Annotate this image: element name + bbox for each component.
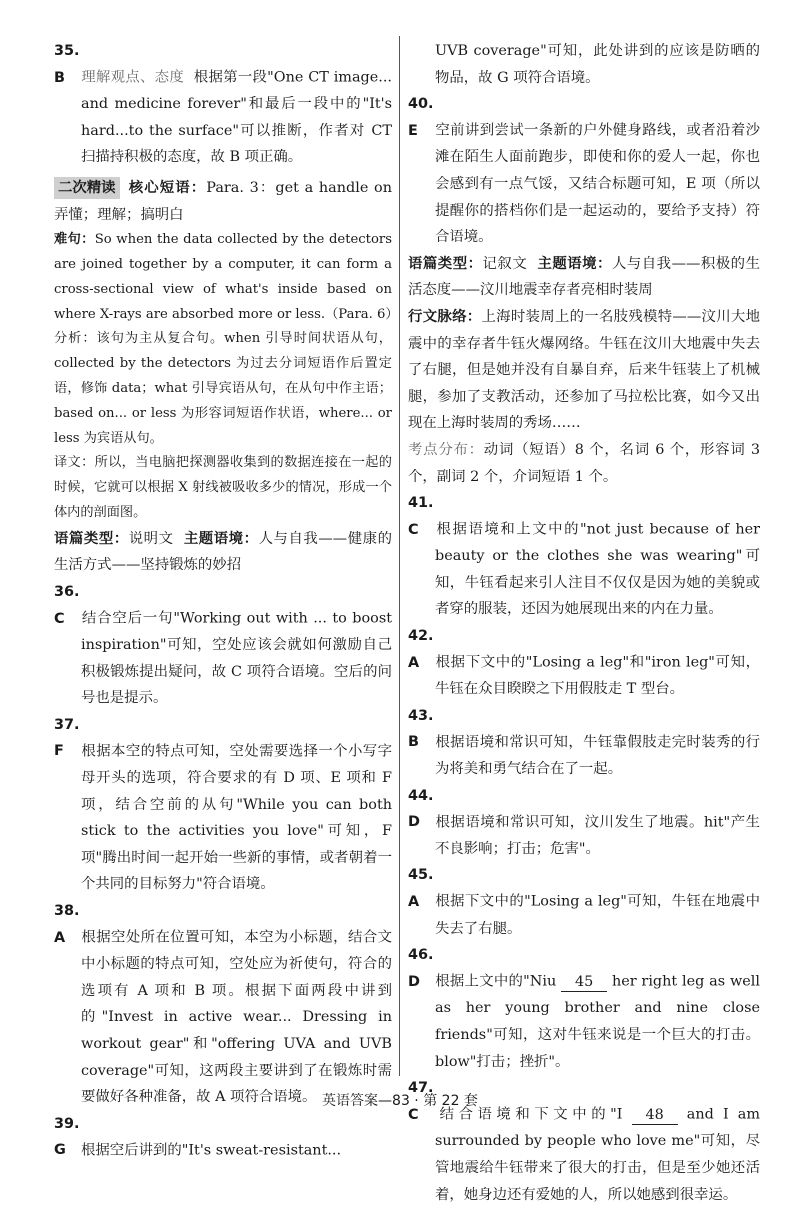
theme-value: 人与自我——健康的生活方式——坚持锻炼的妙招 <box>54 530 392 574</box>
core-phrase-label: 核心短语： <box>127 179 207 196</box>
left-column <box>54 38 399 1164</box>
question-type-label: 理解观点、态度 <box>81 69 185 86</box>
genre-info <box>54 526 392 579</box>
plot-label: 行文脉络： <box>408 308 482 325</box>
explanation: 根据空处所在位置可知，本空为小标题，结合文中小标题的特点可知，空处应为祈使句，符合的选项有 A 项和 B 项。根据下面两段中讲到的"Invest in active wear... Dressing in workout gear"和"offering UVA and UVB coverage"可知，这两段主要讲到了在锻炼时需要做好各种准备，故 A 项符合语境。 <box>81 929 392 1106</box>
explanation: 根据下文中的"Losing a leg"和"iron leg"可知，牛钰在众目睽睽之下用假肢走 T 型台。 <box>435 654 760 698</box>
answer-number: 37. F <box>54 716 80 760</box>
theme-label: 主题语境： <box>537 255 612 272</box>
answer-number: 43. B <box>408 707 434 751</box>
reread-tag: 二次精读 <box>54 177 120 199</box>
genre-type-label: 语篇类型： <box>54 530 129 547</box>
genre-info <box>408 251 760 304</box>
difficult-sentence-text: So when the data collected by the detectors are joined together by a computer, it can form a cross-sectional view of what's inside based on where X-rays are absorbed more or less.（Para. 6） <box>54 232 399 322</box>
answer-44 <box>408 783 760 863</box>
answer-number: 39. G <box>54 1115 80 1159</box>
theme-value: 人与自我——积极的生活态度——汶川地震幸存者亮相时装周 <box>408 255 760 299</box>
core-phrase-section <box>54 175 392 228</box>
plot-outline <box>408 304 760 437</box>
difficult-sentence-label: 难句： <box>54 232 95 248</box>
genre-type-label: 语篇类型： <box>408 255 483 272</box>
answer-35 <box>54 38 392 171</box>
explanation-pre: 根据上文中的"Niu <box>435 973 557 990</box>
explanation-pre: 结合语境和下文中的"I <box>435 1106 623 1123</box>
explanation: 根据语境和上文中的"not just because of her beauty or the clothes she was wearing"可知，牛钰看起来引人注目不仅仅是因为她的美貌或者穿的服装，还因为她展现出来的内在力量。 <box>435 521 760 618</box>
answer-42 <box>408 623 760 703</box>
answer-number: 35. B <box>54 43 80 86</box>
answer-46 <box>408 942 760 1075</box>
sentence-translation: 译文：所以，当电脑把探测器收集到的数据连接在一起的时候，它就可以根据 X 射线被吸收多少的情况，形成一个体内的剖面图。 <box>54 455 392 520</box>
answer-blank: 45 <box>561 973 607 992</box>
sentence-analysis: 分析：该句为主从复合句。when 引导时间状语从句，collected by the detectors 为过去分词短语作后置定语，修饰 data；what 引导宾语从句，在从句中作主语；based on... or less 为形容词短语作状语，where... or less 为宾语从句。 <box>54 331 392 446</box>
right-column <box>408 38 760 1208</box>
genre-type-value: 记叙文 <box>482 255 528 272</box>
answer-number: 44. D <box>408 787 434 831</box>
difficult-sentence <box>54 228 399 327</box>
plot-text: 上海时装周上的一名肢残模特——汶川大地震中的幸存者牛钰火爆网络。牛钰在汶川大地震中失去了右腿，但是她并没有自暴自弃，后来牛钰装上了机械腿，参加了支教活动，还参加了马拉松比赛，如今又出现在上海时装周的秀场…… <box>408 308 760 432</box>
column-divider <box>399 36 400 1076</box>
answer-number: 36. C <box>54 583 80 627</box>
page-footer: 英语答案—83 · 第 22 套 <box>322 1093 478 1109</box>
points-label: 考点分布： <box>408 441 484 458</box>
answer-number: 40. E <box>408 96 434 139</box>
explanation: 根据语境和常识可知，汶川发生了地震。hit"产生不良影响；打击；危害"。 <box>435 814 760 857</box>
genre-type-value: 说明文 <box>128 530 174 547</box>
answer-number: 41. C <box>408 495 434 538</box>
core-phrase-text: Para. 3：get a handle on 弄懂；理解；搞明白 <box>54 179 392 223</box>
answer-36 <box>54 579 392 712</box>
answer-41 <box>408 490 760 623</box>
theme-label: 主题语境： <box>183 530 259 547</box>
explanation-post: her right leg as well as her young brother and nine close friends"可知，这对牛钰来说是一个巨大的打击。blow"打击；挫折"。 <box>435 973 761 1070</box>
explanation: 结合空后一句"Working out with ... to boost inspiration"可知，空处应该会就如何激励自己积极锻炼提出疑问，故 C 项符合语境。空后的问号也是提示。 <box>81 610 392 707</box>
answer-number: 46. D <box>408 947 434 990</box>
answer-blank: 48 <box>632 1106 678 1125</box>
answer-number: 47. C <box>408 1080 434 1123</box>
answer-40 <box>408 91 760 251</box>
explanation: 根据本空的特点可知，空处需要选择一个小写字母开头的选项，符合要求的有 D 项、E 项和 F 项，结合空前的从句"While you can both stick to the activities you love"可知，F 项"腾出时间一起开始一些新的事情，或者朝着一个共同的目标努力"符合语境。 <box>81 743 392 893</box>
answer-39 <box>54 1111 392 1164</box>
explanation: 根据第一段"One CT image... and medicine forever"和最后一段中的"It's hard...to the surface"可以推断，作者对 CT 扫描持积极的态度，故 B 项正确。 <box>81 69 392 166</box>
points-text: 动词（短语）8 个，名词 6 个，形容词 3 个，副词 2 个，介词短语 1 个。 <box>408 441 760 485</box>
answer-39-continued: UVB coverage"可知，此处讲到的应该是防晒的物品，故 G 项符合语境。 <box>435 43 760 86</box>
explanation: 根据空后讲到的"It's sweat-resistant... <box>81 1142 342 1159</box>
explanation-post: and I am surrounded by people who love me"可知，尽管地震给牛钰带来了很大的打击，但是至少她还活着，她身边还有爱她的人，所以她感到很幸运。 <box>435 1106 760 1203</box>
explanation: 根据下文中的"Losing a leg"可知，牛钰在地震中失去了右腿。 <box>435 894 760 937</box>
explanation: 根据语境和常识可知，牛钰靠假肢走完时装秀的行为将美和勇气结合在了一起。 <box>435 734 760 778</box>
answer-43 <box>408 703 760 783</box>
answer-45 <box>408 862 760 942</box>
answer-number: 42. A <box>408 628 434 671</box>
answer-number: 38. A <box>54 903 80 946</box>
point-distribution <box>408 437 760 490</box>
explanation: 空前讲到尝试一条新的户外健身路线，或者沿着沙滩在陌生人面前跑步，即使和你的爱人一起，你也会感到有一点气馁，又结合标题可知，E 项（所以提醒你的搭档你们是一起运动的，要给予支持）符合语境。 <box>435 122 760 246</box>
answer-number: 45. A <box>408 867 434 910</box>
answer-37 <box>54 712 392 898</box>
answer-38 <box>54 898 392 1111</box>
